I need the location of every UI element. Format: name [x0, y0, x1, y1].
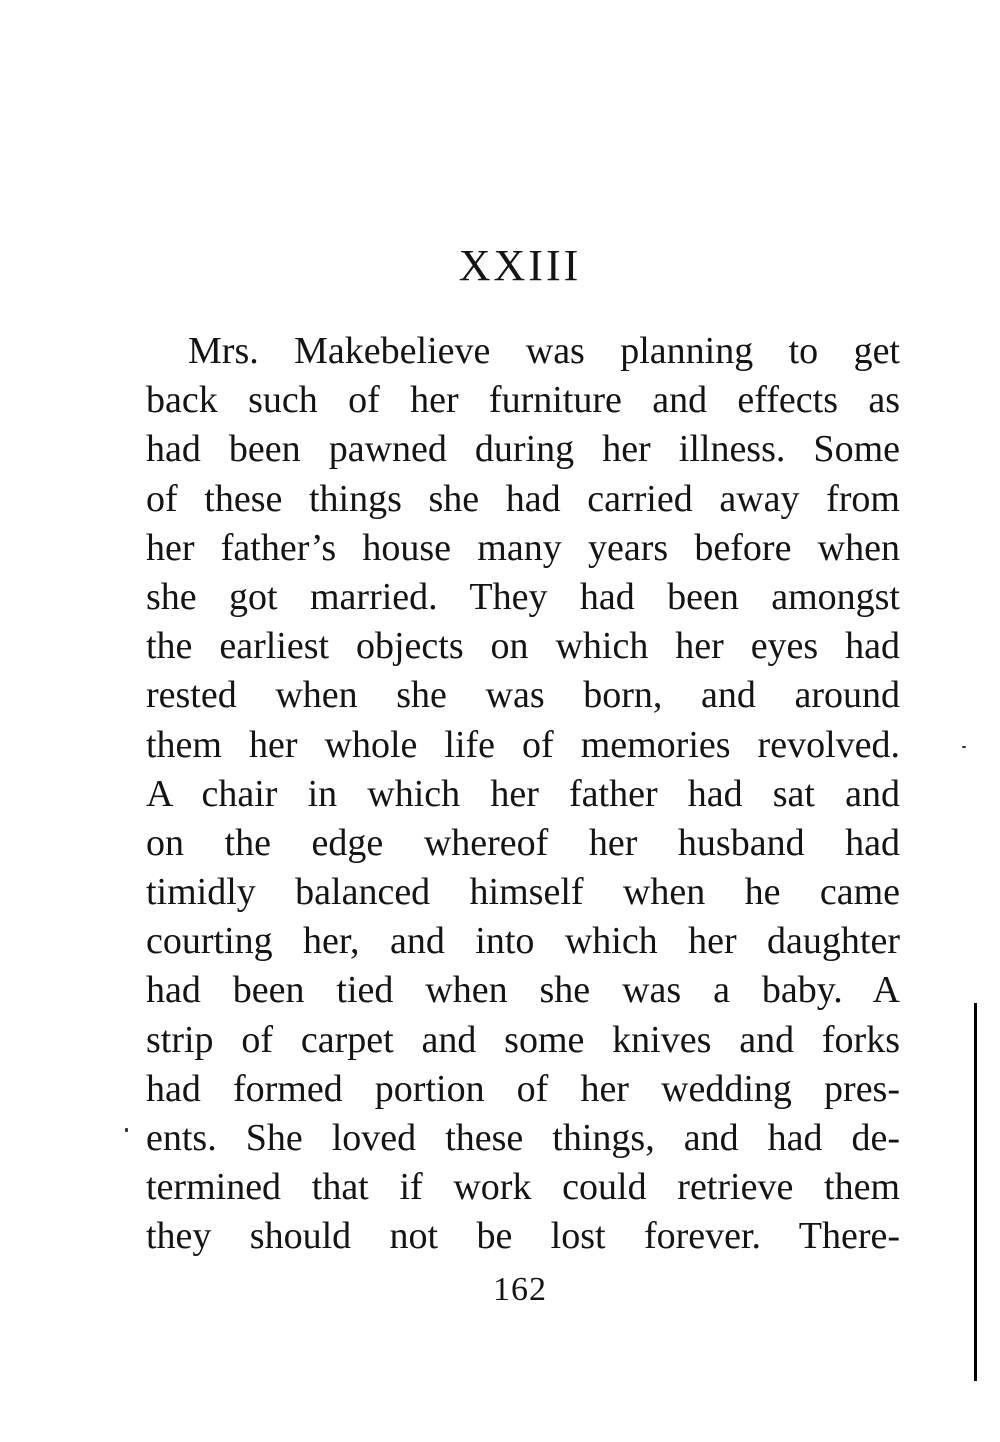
text-line: of these things she had carried away from	[146, 477, 900, 520]
page-number: 162	[493, 1271, 547, 1308]
text-line: her father’s house many years before when	[146, 526, 900, 569]
text-line: had been tied when she was a baby. A	[146, 969, 900, 1012]
text-line: had been pawned during her illness. Some	[146, 428, 900, 471]
text-line: rested when she was born, and around	[146, 674, 900, 717]
scan-speck	[962, 746, 966, 748]
text-line: they should not be lost forever. There-	[146, 1215, 900, 1258]
text-line: ents. She loved these things, and had de-	[146, 1117, 900, 1159]
text-line: the earliest objects on which her eyes had	[146, 625, 900, 668]
body-paragraph	[146, 327, 900, 1262]
text-line: timidly balanced himself when he came	[146, 871, 900, 914]
text-line: back such of her furniture and effects as	[146, 379, 900, 422]
page-edge-shadow	[974, 1003, 977, 1381]
text-line: she got married. They had been amongst	[146, 575, 900, 618]
text-line: Mrs. Makebelieve was planning to get	[188, 330, 900, 372]
text-line: A chair in which her father had sat and	[146, 772, 900, 815]
text-line: had formed portion of her wedding pres-	[146, 1067, 900, 1110]
chapter-heading: XXIII	[458, 241, 582, 290]
text-line: courting her, and into which her daughter	[146, 920, 900, 963]
text-line: on the edge whereof her husband had	[146, 821, 900, 864]
text-line: strip of carpet and some knives and forks	[146, 1018, 900, 1061]
text-line: termined that if work could retrieve them	[146, 1166, 900, 1209]
text-line: them her whole life of memories revolved.	[146, 723, 900, 766]
scan-speck	[125, 1128, 128, 1132]
